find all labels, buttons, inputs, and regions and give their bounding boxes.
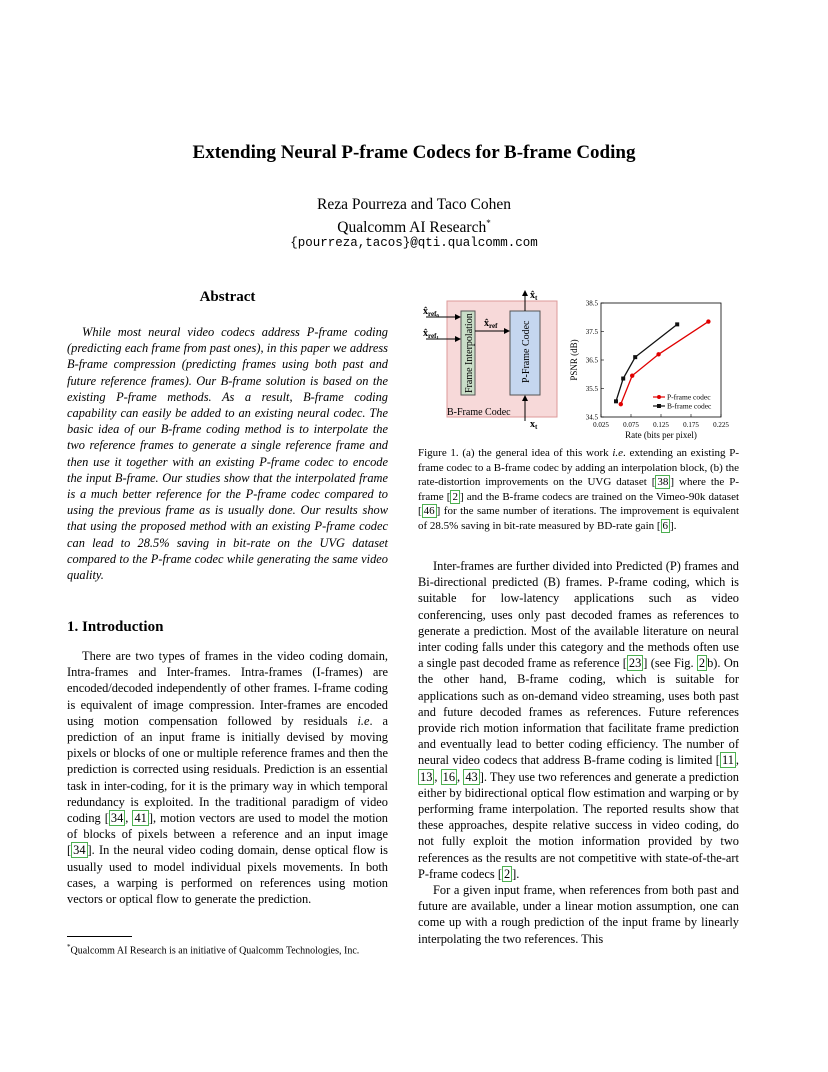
affiliation-footnote-mark: * — [486, 218, 491, 228]
citation-link[interactable]: 16 — [442, 769, 456, 784]
data-point — [630, 373, 634, 377]
citation-link[interactable]: 23 — [628, 656, 642, 671]
figure-diagram — [412, 285, 564, 435]
x-tick-label: 0.125 — [653, 421, 669, 429]
text-run: ] where the P-frame [ — [418, 476, 739, 503]
citation-link[interactable]: 43 — [465, 769, 478, 784]
y-tick-label: 36.5 — [585, 356, 598, 365]
citation-link[interactable]: 11 — [721, 753, 734, 768]
citation-link[interactable]: 34 — [110, 811, 124, 826]
abstract-heading: Abstract — [199, 289, 256, 305]
legend-label: P-frame codec — [667, 392, 711, 402]
y-tick-label: 37.5 — [585, 328, 598, 336]
data-point — [675, 322, 679, 326]
author-block — [0, 195, 828, 237]
text-run: , — [434, 769, 441, 784]
text-run: ]. In the neural video coding domain, dense optical flow is usually used to model individual pixels movements. In both cases, a warping is performed on references using motion vectors or optical flow to generate the prediction. — [67, 843, 388, 907]
text-run: ] (see Fig. — [643, 656, 697, 671]
right-column-body — [418, 558, 739, 947]
abstract-body — [67, 324, 388, 583]
text-run: ] and the B-frame codecs are trained on the Vimeo-90k dataset [ — [418, 490, 740, 517]
citation-link[interactable]: 6 — [662, 519, 669, 532]
x-tick-label: 0.175 — [683, 421, 699, 429]
y-axis-label: PSNR (dB) — [569, 339, 579, 381]
authors: Reza Pourreza and Taco Cohen — [316, 196, 512, 213]
footnote-mark: * — [67, 943, 71, 951]
data-point — [621, 377, 625, 381]
data-point — [656, 352, 660, 356]
text-run-italic: i.e — [357, 713, 370, 728]
figure-link[interactable]: 2 — [698, 656, 706, 671]
data-point — [706, 319, 710, 323]
body-paragraph: For a given input frame, when references from both past and future are available, under a linear motion assumption, one can come up with a rough prediction of the input frame by linearly interpolating the two references. This — [418, 883, 739, 946]
text-run: , — [457, 769, 464, 784]
data-point — [633, 355, 637, 359]
footnote — [67, 941, 388, 957]
text-run-italic: i.e — [612, 447, 624, 459]
citation-link[interactable]: 38 — [657, 476, 669, 488]
intro-paragraph — [67, 648, 388, 907]
citation-link[interactable]: 2 — [452, 490, 458, 503]
series-line — [616, 324, 677, 401]
text-run: Figure 1. (a) the general idea of this work — [418, 447, 613, 459]
affiliation-line — [0, 214, 828, 237]
output-label: $x̂_t$ — [530, 290, 538, 302]
text-run: . a prediction of an input frame is initially devised by moving pixels or blocks of one or multiple reference frames and then the prediction is corrected using residuals. Prediction is an essential task in inter-coding, for it is the primary way in which temporal redundancy is exploited. In the traditional paradigm of video coding [ — [67, 713, 388, 826]
input-label: $x_t$ — [530, 419, 538, 431]
text-run: ]. — [512, 866, 520, 881]
body-paragraph — [418, 558, 739, 882]
text-run: ]. — [670, 519, 677, 532]
legend-marker — [657, 395, 661, 399]
paper-title: Extending Neural P-frame Codecs for B-frame Coding — [192, 142, 636, 163]
section-heading-introduction: 1. Introduction — [67, 619, 164, 635]
text-run: ]. They use two references and generate a prediction either by bidirectional optical flow estimation and warping or by performing frame interpolation. The reported results show that these approaches, despite relative success in video coding, do not fully exploit the motion information provided by two references as the results are not competitive with state-of-the-art P-frame codecs [ — [418, 769, 739, 881]
text-run: ], motion vectors are used to model the motion of blocks of pixels between a reference and an input image [ — [67, 811, 389, 858]
ref1-label: $x̂_{ref}1$ — [423, 328, 439, 342]
legend-label: B-frame codec — [667, 401, 712, 411]
text-run: b). On the other hand, B-frame coding, which is suitable for applications such as on-demand video streaming, uses both past and future decoded frames as references. Future references provide rich motion information that facilitate frame prediction and eventually lead to better coding efficiency. The number of neural video codecs that address B-frame coding is limited [ — [418, 656, 739, 768]
figure-caption — [418, 446, 739, 533]
abstract-text: While most neural video codecs address P-frame coding (predicting each frame from past ones), in this paper we address B-frame compression (predicting frames using both past and future reference frames). Our B-frame solution is based on the existing P-frame methods. As a result, B-frame coding capability can easily be added to an existing neural codec. The basic idea of our B-frame coding method is to interpolate the two reference frames to generate a single reference frame and then use it together with an existing P-frame codec to encode the input B-frame. Our studies show that the interpolated frame is a much better reference for the P-frame codec compared to using the previous frame as is usually done. Our results show that using the proposed method with an existing P-frame codec can lead to 28.5% saving in bit-rate on the UVG dataset compared to the P-frame codec while generating the same video quality. — [67, 325, 388, 583]
bcodec-label: B-Frame Codec — [447, 407, 511, 418]
xref-label: $x̂_{ref}$ — [484, 318, 498, 330]
citation-link[interactable]: 34 — [73, 843, 86, 858]
citation-link[interactable]: 46 — [423, 505, 435, 517]
x-tick-label: 0.075 — [623, 421, 639, 429]
y-tick-label: 35.5 — [585, 385, 598, 393]
x-tick-label: 0.025 — [593, 421, 609, 429]
data-point — [619, 402, 623, 406]
x-tick-label: 0.225 — [713, 421, 729, 429]
introduction-body — [67, 648, 388, 907]
citation-link[interactable]: 13 — [420, 769, 433, 784]
citation-link[interactable]: 41 — [134, 811, 147, 826]
citation-link[interactable]: 2 — [503, 866, 511, 881]
legend-marker — [657, 404, 661, 408]
text-run: There are two types of frames in the video coding domain, Intra-frames and Inter-frames. Intra-frames (I-frames) are encoded/decoded independently of other frames. I-frame coding is equivalent of image compression. Inter-frames are encoded using motion compensation followed by residuals — [67, 649, 388, 728]
text-run: , — [125, 811, 133, 826]
rd-chart — [565, 293, 735, 445]
y-tick-label: 34.5 — [585, 413, 598, 422]
pcodec-label: P-Frame Codec — [521, 320, 532, 383]
footnote-rule — [67, 936, 132, 937]
affiliation: Qualcomm AI Research — [337, 219, 487, 237]
x-axis-label: Rate (bits per pixel) — [625, 430, 697, 440]
data-point — [614, 399, 618, 403]
ref0-label: $x̂_{ref}0$ — [423, 306, 439, 320]
interp-label: Frame Interpolation — [464, 313, 475, 393]
y-tick-label: 38.5 — [585, 299, 598, 308]
author-email: {pourreza,tacos}@qti.qualcomm.com — [290, 236, 538, 250]
text-run: Inter-frames are further divided into Predicted (P) frames and Bi-directional predicted (B) frames. P-frame coding, which is suitable for low-latency applications such as video conferencing, uses only past decoded frames as references to generate a prediction. Most of the available literature on neural inter coding falls under this category and the methods often use a single past decoded frame as reference [ — [418, 559, 739, 671]
text-run: , — [735, 753, 739, 768]
footnote-text: Qualcomm AI Research is an initiative of Qualcomm Technologies, Inc. — [70, 945, 360, 957]
text-run: . extending an existing P-frame codec to a B-frame codec by adding an interpolation block, (b) the rate-distortion improvements on the UVG dataset [ — [418, 447, 740, 488]
text-run: ] for the same number of iterations. The improvement is equivalent of 28.5% saving in bit-rate measured by BD-rate gain [ — [418, 505, 739, 532]
